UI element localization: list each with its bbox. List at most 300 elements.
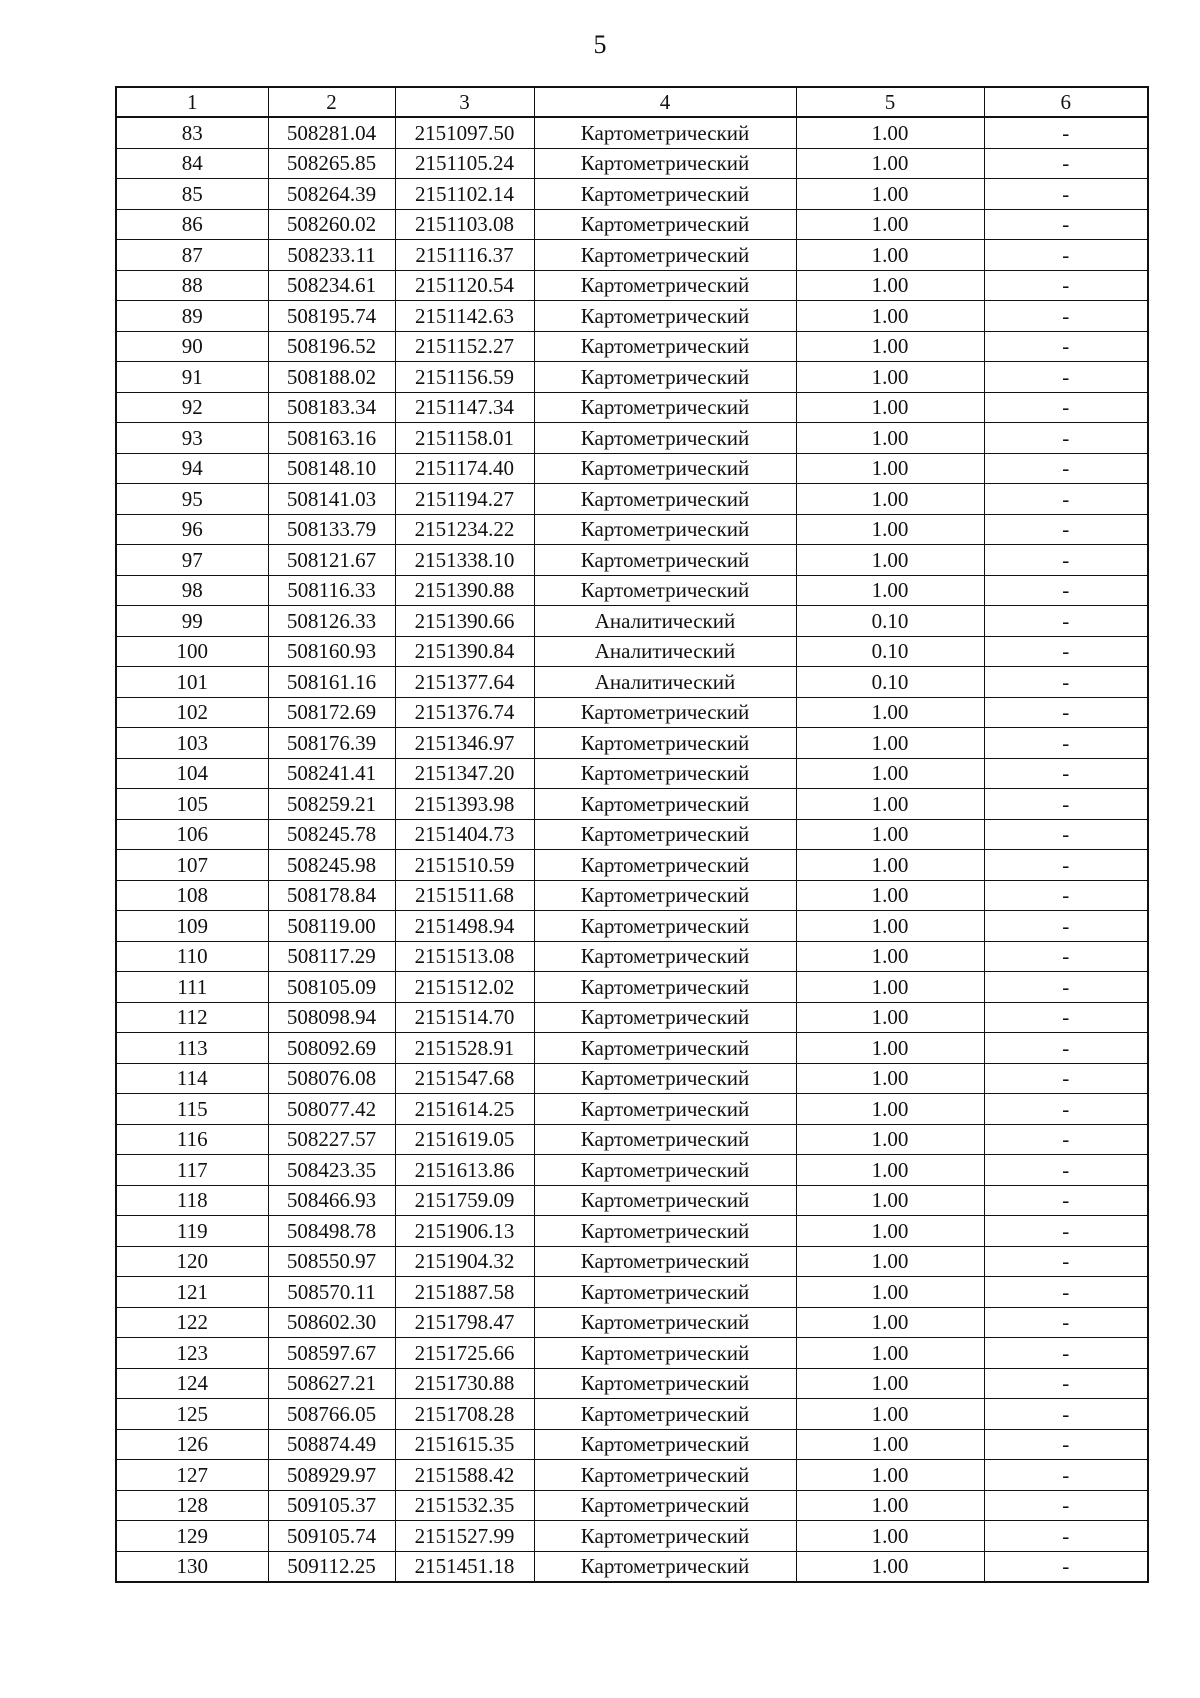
- method-cell: Картометрический: [534, 148, 796, 179]
- method-cell: Картометрический: [534, 331, 796, 362]
- accuracy-cell: 1.00: [796, 1124, 984, 1155]
- x-coordinate-cell: 508092.69: [268, 1033, 395, 1064]
- note-cell: -: [984, 1124, 1148, 1155]
- table-row: [116, 545, 1148, 576]
- table-row: [116, 1490, 1148, 1521]
- accuracy-cell: 1.00: [796, 392, 984, 423]
- point-number-cell: 104: [116, 758, 268, 789]
- accuracy-cell: 1.00: [796, 1490, 984, 1521]
- table-row: [116, 1521, 1148, 1552]
- table-row: [116, 1277, 1148, 1308]
- y-coordinate-cell: 2151234.22: [395, 514, 534, 545]
- accuracy-cell: 1.00: [796, 941, 984, 972]
- point-number-cell: 101: [116, 667, 268, 698]
- method-cell: Картометрический: [534, 911, 796, 942]
- y-coordinate-cell: 2151338.10: [395, 545, 534, 576]
- accuracy-cell: 1.00: [796, 117, 984, 148]
- table-row: [116, 1460, 1148, 1491]
- table-row: [116, 941, 1148, 972]
- y-coordinate-cell: 2151097.50: [395, 117, 534, 148]
- x-coordinate-cell: 508161.16: [268, 667, 395, 698]
- accuracy-cell: 0.10: [796, 606, 984, 637]
- accuracy-cell: 1.00: [796, 1521, 984, 1552]
- method-cell: Картометрический: [534, 1551, 796, 1582]
- x-coordinate-cell: 508196.52: [268, 331, 395, 362]
- accuracy-cell: 1.00: [796, 1155, 984, 1186]
- y-coordinate-cell: 2151619.05: [395, 1124, 534, 1155]
- method-cell: Картометрический: [534, 1155, 796, 1186]
- accuracy-cell: 1.00: [796, 1246, 984, 1277]
- table-row: [116, 758, 1148, 789]
- x-coordinate-cell: 508076.08: [268, 1063, 395, 1094]
- x-coordinate-cell: 508874.49: [268, 1429, 395, 1460]
- y-coordinate-cell: 2151798.47: [395, 1307, 534, 1338]
- accuracy-cell: 1.00: [796, 362, 984, 393]
- accuracy-cell: 1.00: [796, 301, 984, 332]
- accuracy-cell: 1.00: [796, 148, 984, 179]
- x-coordinate-cell: 508105.09: [268, 972, 395, 1003]
- point-number-cell: 128: [116, 1490, 268, 1521]
- point-number-cell: 113: [116, 1033, 268, 1064]
- point-number-cell: 119: [116, 1216, 268, 1247]
- x-coordinate-cell: 508119.00: [268, 911, 395, 942]
- x-coordinate-cell: 508265.85: [268, 148, 395, 179]
- y-coordinate-cell: 2151532.35: [395, 1490, 534, 1521]
- table-row: [116, 270, 1148, 301]
- table-row: [116, 789, 1148, 820]
- point-number-cell: 107: [116, 850, 268, 881]
- point-number-cell: 118: [116, 1185, 268, 1216]
- note-cell: -: [984, 1551, 1148, 1582]
- point-number-cell: 89: [116, 301, 268, 332]
- accuracy-cell: 1.00: [796, 1399, 984, 1430]
- x-coordinate-cell: 508126.33: [268, 606, 395, 637]
- note-cell: -: [984, 484, 1148, 515]
- note-cell: -: [984, 911, 1148, 942]
- method-cell: Картометрический: [534, 758, 796, 789]
- point-number-cell: 126: [116, 1429, 268, 1460]
- method-cell: Картометрический: [534, 1185, 796, 1216]
- accuracy-cell: 1.00: [796, 1368, 984, 1399]
- method-cell: Аналитический: [534, 606, 796, 637]
- y-coordinate-cell: 2151614.25: [395, 1094, 534, 1125]
- table-row: [116, 301, 1148, 332]
- y-coordinate-cell: 2151588.42: [395, 1460, 534, 1491]
- point-number-cell: 129: [116, 1521, 268, 1552]
- note-cell: -: [984, 1033, 1148, 1064]
- x-coordinate-cell: 508117.29: [268, 941, 395, 972]
- accuracy-cell: 1.00: [796, 1277, 984, 1308]
- y-coordinate-cell: 2151404.73: [395, 819, 534, 850]
- x-coordinate-cell: 508163.16: [268, 423, 395, 454]
- note-cell: -: [984, 331, 1148, 362]
- x-coordinate-cell: 508227.57: [268, 1124, 395, 1155]
- note-cell: -: [984, 1429, 1148, 1460]
- accuracy-cell: 1.00: [796, 728, 984, 759]
- column-header: 1: [116, 87, 268, 117]
- note-cell: -: [984, 209, 1148, 240]
- table-row: [116, 575, 1148, 606]
- point-number-cell: 122: [116, 1307, 268, 1338]
- table-row: [116, 697, 1148, 728]
- accuracy-cell: 1.00: [796, 911, 984, 942]
- x-coordinate-cell: 508260.02: [268, 209, 395, 240]
- point-number-cell: 105: [116, 789, 268, 820]
- y-coordinate-cell: 2151158.01: [395, 423, 534, 454]
- x-coordinate-cell: 508466.93: [268, 1185, 395, 1216]
- method-cell: Картометрический: [534, 301, 796, 332]
- point-number-cell: 100: [116, 636, 268, 667]
- x-coordinate-cell: 508766.05: [268, 1399, 395, 1430]
- y-coordinate-cell: 2151142.63: [395, 301, 534, 332]
- point-number-cell: 95: [116, 484, 268, 515]
- table-row: [116, 728, 1148, 759]
- note-cell: -: [984, 1002, 1148, 1033]
- note-cell: -: [984, 575, 1148, 606]
- x-coordinate-cell: 508116.33: [268, 575, 395, 606]
- method-cell: Картометрический: [534, 484, 796, 515]
- method-cell: Картометрический: [534, 1399, 796, 1430]
- method-cell: Картометрический: [534, 819, 796, 850]
- method-cell: Картометрический: [534, 270, 796, 301]
- table-row: [116, 179, 1148, 210]
- point-number-cell: 121: [116, 1277, 268, 1308]
- method-cell: Картометрический: [534, 1033, 796, 1064]
- method-cell: Картометрический: [534, 1094, 796, 1125]
- note-cell: -: [984, 392, 1148, 423]
- accuracy-cell: 1.00: [796, 545, 984, 576]
- note-cell: -: [984, 514, 1148, 545]
- table-row: [116, 1399, 1148, 1430]
- accuracy-cell: 1.00: [796, 1063, 984, 1094]
- x-coordinate-cell: 508188.02: [268, 362, 395, 393]
- y-coordinate-cell: 2151390.88: [395, 575, 534, 606]
- accuracy-cell: 1.00: [796, 972, 984, 1003]
- x-coordinate-cell: 509105.74: [268, 1521, 395, 1552]
- accuracy-cell: 0.10: [796, 636, 984, 667]
- note-cell: -: [984, 1490, 1148, 1521]
- method-cell: Картометрический: [534, 362, 796, 393]
- y-coordinate-cell: 2151102.14: [395, 179, 534, 210]
- x-coordinate-cell: 508098.94: [268, 1002, 395, 1033]
- table-row: [116, 209, 1148, 240]
- point-number-cell: 117: [116, 1155, 268, 1186]
- note-cell: -: [984, 1521, 1148, 1552]
- note-cell: -: [984, 819, 1148, 850]
- note-cell: -: [984, 179, 1148, 210]
- note-cell: -: [984, 606, 1148, 637]
- method-cell: Картометрический: [534, 1277, 796, 1308]
- column-header: 4: [534, 87, 796, 117]
- table-row: [116, 606, 1148, 637]
- x-coordinate-cell: 508178.84: [268, 880, 395, 911]
- table-row: [116, 1033, 1148, 1064]
- accuracy-cell: 1.00: [796, 758, 984, 789]
- point-number-cell: 116: [116, 1124, 268, 1155]
- accuracy-cell: 1.00: [796, 1429, 984, 1460]
- point-number-cell: 110: [116, 941, 268, 972]
- point-number-cell: 90: [116, 331, 268, 362]
- method-cell: Картометрический: [534, 1338, 796, 1369]
- point-number-cell: 111: [116, 972, 268, 1003]
- note-cell: -: [984, 148, 1148, 179]
- x-coordinate-cell: 508245.78: [268, 819, 395, 850]
- accuracy-cell: 1.00: [796, 331, 984, 362]
- table-row: [116, 1429, 1148, 1460]
- table-row: [116, 1155, 1148, 1186]
- x-coordinate-cell: 508183.34: [268, 392, 395, 423]
- table-row: [116, 1368, 1148, 1399]
- y-coordinate-cell: 2151376.74: [395, 697, 534, 728]
- note-cell: -: [984, 728, 1148, 759]
- accuracy-cell: 1.00: [796, 1185, 984, 1216]
- point-number-cell: 130: [116, 1551, 268, 1582]
- x-coordinate-cell: 508550.97: [268, 1246, 395, 1277]
- y-coordinate-cell: 2151346.97: [395, 728, 534, 759]
- point-number-cell: 84: [116, 148, 268, 179]
- y-coordinate-cell: 2151103.08: [395, 209, 534, 240]
- x-coordinate-cell: 508245.98: [268, 850, 395, 881]
- table-row: [116, 484, 1148, 515]
- point-number-cell: 106: [116, 819, 268, 850]
- page-number: 5: [593, 30, 607, 59]
- method-cell: Картометрический: [534, 728, 796, 759]
- note-cell: -: [984, 423, 1148, 454]
- point-number-cell: 87: [116, 240, 268, 271]
- y-coordinate-cell: 2151730.88: [395, 1368, 534, 1399]
- x-coordinate-cell: 508141.03: [268, 484, 395, 515]
- accuracy-cell: 1.00: [796, 575, 984, 606]
- point-number-cell: 83: [116, 117, 268, 148]
- y-coordinate-cell: 2151152.27: [395, 331, 534, 362]
- accuracy-cell: 1.00: [796, 819, 984, 850]
- accuracy-cell: 1.00: [796, 484, 984, 515]
- method-cell: Картометрический: [534, 850, 796, 881]
- method-cell: Картометрический: [534, 697, 796, 728]
- point-number-cell: 123: [116, 1338, 268, 1369]
- point-number-cell: 125: [116, 1399, 268, 1430]
- table-row: [116, 117, 1148, 148]
- y-coordinate-cell: 2151120.54: [395, 270, 534, 301]
- note-cell: -: [984, 1307, 1148, 1338]
- accuracy-cell: 1.00: [796, 1338, 984, 1369]
- accuracy-cell: 1.00: [796, 179, 984, 210]
- y-coordinate-cell: 2151759.09: [395, 1185, 534, 1216]
- y-coordinate-cell: 2151156.59: [395, 362, 534, 393]
- method-cell: Картометрический: [534, 209, 796, 240]
- x-coordinate-cell: 508234.61: [268, 270, 395, 301]
- method-cell: Картометрический: [534, 240, 796, 271]
- x-coordinate-cell: 508929.97: [268, 1460, 395, 1491]
- table-row: [116, 362, 1148, 393]
- table-row: [116, 1246, 1148, 1277]
- method-cell: Картометрический: [534, 1246, 796, 1277]
- table-row: [116, 819, 1148, 850]
- table-row: [116, 972, 1148, 1003]
- table-row: [116, 1094, 1148, 1125]
- x-coordinate-cell: 508627.21: [268, 1368, 395, 1399]
- table-row: [116, 331, 1148, 362]
- point-number-cell: 102: [116, 697, 268, 728]
- x-coordinate-cell: 508241.41: [268, 758, 395, 789]
- note-cell: -: [984, 789, 1148, 820]
- column-header: 3: [395, 87, 534, 117]
- x-coordinate-cell: 508597.67: [268, 1338, 395, 1369]
- y-coordinate-cell: 2151904.32: [395, 1246, 534, 1277]
- y-coordinate-cell: 2151708.28: [395, 1399, 534, 1430]
- table-row: [116, 1002, 1148, 1033]
- method-cell: Картометрический: [534, 179, 796, 210]
- x-coordinate-cell: 508121.67: [268, 545, 395, 576]
- y-coordinate-cell: 2151514.70: [395, 1002, 534, 1033]
- x-coordinate-cell: 508281.04: [268, 117, 395, 148]
- y-coordinate-cell: 2151906.13: [395, 1216, 534, 1247]
- point-number-cell: 114: [116, 1063, 268, 1094]
- table-row: [116, 392, 1148, 423]
- y-coordinate-cell: 2151498.94: [395, 911, 534, 942]
- table-row: [116, 148, 1148, 179]
- y-coordinate-cell: 2151105.24: [395, 148, 534, 179]
- note-cell: -: [984, 1185, 1148, 1216]
- y-coordinate-cell: 2151390.66: [395, 606, 534, 637]
- y-coordinate-cell: 2151513.08: [395, 941, 534, 972]
- method-cell: Картометрический: [534, 1002, 796, 1033]
- table-row: [116, 880, 1148, 911]
- table-row: [116, 514, 1148, 545]
- method-cell: Картометрический: [534, 1368, 796, 1399]
- y-coordinate-cell: 2151527.99: [395, 1521, 534, 1552]
- note-cell: -: [984, 240, 1148, 271]
- accuracy-cell: 1.00: [796, 1551, 984, 1582]
- table-body: [116, 117, 1148, 1582]
- method-cell: Картометрический: [534, 1124, 796, 1155]
- method-cell: Картометрический: [534, 1063, 796, 1094]
- y-coordinate-cell: 2151512.02: [395, 972, 534, 1003]
- note-cell: -: [984, 1338, 1148, 1369]
- x-coordinate-cell: 508570.11: [268, 1277, 395, 1308]
- table-row: [116, 636, 1148, 667]
- y-coordinate-cell: 2151451.18: [395, 1551, 534, 1582]
- accuracy-cell: 1.00: [796, 240, 984, 271]
- accuracy-cell: 1.00: [796, 880, 984, 911]
- y-coordinate-cell: 2151147.34: [395, 392, 534, 423]
- point-number-cell: 103: [116, 728, 268, 759]
- accuracy-cell: 1.00: [796, 453, 984, 484]
- y-coordinate-cell: 2151547.68: [395, 1063, 534, 1094]
- coordinates-table: [115, 86, 1149, 1583]
- method-cell: Картометрический: [534, 392, 796, 423]
- x-coordinate-cell: 508264.39: [268, 179, 395, 210]
- y-coordinate-cell: 2151511.68: [395, 880, 534, 911]
- accuracy-cell: 1.00: [796, 270, 984, 301]
- method-cell: Картометрический: [534, 1460, 796, 1491]
- x-coordinate-cell: 508233.11: [268, 240, 395, 271]
- x-coordinate-cell: 508160.93: [268, 636, 395, 667]
- y-coordinate-cell: 2151887.58: [395, 1277, 534, 1308]
- point-number-cell: 85: [116, 179, 268, 210]
- method-cell: Картометрический: [534, 514, 796, 545]
- table-row: [116, 1338, 1148, 1369]
- note-cell: -: [984, 667, 1148, 698]
- method-cell: Картометрический: [534, 117, 796, 148]
- point-number-cell: 91: [116, 362, 268, 393]
- y-coordinate-cell: 2151393.98: [395, 789, 534, 820]
- accuracy-cell: 1.00: [796, 850, 984, 881]
- x-coordinate-cell: 508172.69: [268, 697, 395, 728]
- y-coordinate-cell: 2151194.27: [395, 484, 534, 515]
- note-cell: -: [984, 1246, 1148, 1277]
- note-cell: -: [984, 880, 1148, 911]
- point-number-cell: 97: [116, 545, 268, 576]
- x-coordinate-cell: 508176.39: [268, 728, 395, 759]
- x-coordinate-cell: 509105.37: [268, 1490, 395, 1521]
- accuracy-cell: 1.00: [796, 1460, 984, 1491]
- method-cell: Картометрический: [534, 941, 796, 972]
- note-cell: -: [984, 1216, 1148, 1247]
- point-number-cell: 109: [116, 911, 268, 942]
- method-cell: Картометрический: [534, 789, 796, 820]
- method-cell: Картометрический: [534, 575, 796, 606]
- note-cell: -: [984, 850, 1148, 881]
- point-number-cell: 98: [116, 575, 268, 606]
- point-number-cell: 115: [116, 1094, 268, 1125]
- y-coordinate-cell: 2151377.64: [395, 667, 534, 698]
- point-number-cell: 112: [116, 1002, 268, 1033]
- table-row: [116, 453, 1148, 484]
- method-cell: Картометрический: [534, 423, 796, 454]
- x-coordinate-cell: 509112.25: [268, 1551, 395, 1582]
- method-cell: Картометрический: [534, 1490, 796, 1521]
- accuracy-cell: 1.00: [796, 1307, 984, 1338]
- table-row: [116, 423, 1148, 454]
- note-cell: -: [984, 301, 1148, 332]
- table-row: [116, 240, 1148, 271]
- method-cell: Картометрический: [534, 1307, 796, 1338]
- method-cell: Картометрический: [534, 1521, 796, 1552]
- note-cell: -: [984, 697, 1148, 728]
- note-cell: -: [984, 270, 1148, 301]
- x-coordinate-cell: 508423.35: [268, 1155, 395, 1186]
- method-cell: Картометрический: [534, 972, 796, 1003]
- note-cell: -: [984, 453, 1148, 484]
- accuracy-cell: 1.00: [796, 697, 984, 728]
- column-header: 5: [796, 87, 984, 117]
- method-cell: Картометрический: [534, 545, 796, 576]
- table-row: [116, 1185, 1148, 1216]
- note-cell: -: [984, 941, 1148, 972]
- column-header: 6: [984, 87, 1148, 117]
- method-cell: Картометрический: [534, 1216, 796, 1247]
- x-coordinate-cell: 508602.30: [268, 1307, 395, 1338]
- table-header-row: [116, 87, 1148, 117]
- accuracy-cell: 1.00: [796, 1033, 984, 1064]
- x-coordinate-cell: 508077.42: [268, 1094, 395, 1125]
- note-cell: -: [984, 1460, 1148, 1491]
- x-coordinate-cell: 508133.79: [268, 514, 395, 545]
- point-number-cell: 93: [116, 423, 268, 454]
- table-row: [116, 1216, 1148, 1247]
- accuracy-cell: 1.00: [796, 423, 984, 454]
- x-coordinate-cell: 508195.74: [268, 301, 395, 332]
- y-coordinate-cell: 2151613.86: [395, 1155, 534, 1186]
- x-coordinate-cell: 508148.10: [268, 453, 395, 484]
- point-number-cell: 108: [116, 880, 268, 911]
- note-cell: -: [984, 1399, 1148, 1430]
- column-header: 2: [268, 87, 395, 117]
- note-cell: -: [984, 636, 1148, 667]
- method-cell: Картометрический: [534, 880, 796, 911]
- y-coordinate-cell: 2151116.37: [395, 240, 534, 271]
